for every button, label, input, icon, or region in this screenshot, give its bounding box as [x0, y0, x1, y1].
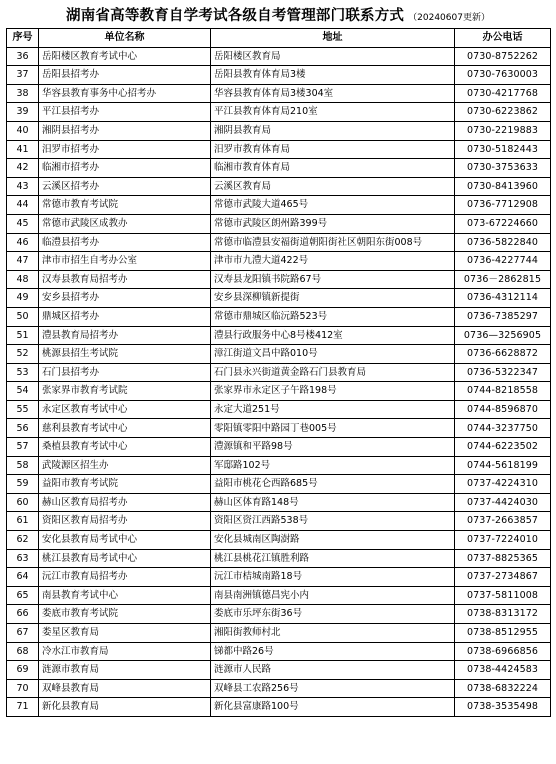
unit-name: 鼎城区招考办 [39, 307, 211, 326]
phone-number: 0737-5811008 [455, 586, 551, 605]
table-row [7, 233, 551, 252]
title-row [0, 4, 556, 24]
row-number: 36 [7, 47, 39, 66]
unit-name: 资阳区教育局招考办 [39, 512, 211, 531]
phone-number: 0737-2663857 [455, 512, 551, 531]
address: 南县南洲镇德昌宪小内 [211, 586, 455, 605]
address: 常德市武陵区朗州路399号 [211, 214, 455, 233]
address: 汨罗市教育体育局 [211, 140, 455, 159]
table-row [7, 326, 551, 345]
address: 军邸路102号 [211, 456, 455, 475]
address: 平江县教育体育局210室 [211, 103, 455, 122]
phone-number: 0737-4224310 [455, 475, 551, 494]
address: 华容县教育体育局3楼304室 [211, 84, 455, 103]
address: 双峰县工农路256号 [211, 679, 455, 698]
phone-number: 0744-8596870 [455, 400, 551, 419]
address: 娄底市乐坪东街36号 [211, 605, 455, 624]
row-number: 69 [7, 661, 39, 680]
address: 益阳市桃花仑西路685号 [211, 475, 455, 494]
row-number: 43 [7, 177, 39, 196]
unit-name: 湘阴县招考办 [39, 121, 211, 140]
unit-name: 益阳市教育考试院 [39, 475, 211, 494]
table-row [7, 307, 551, 326]
address: 常德市临澧县安福街道朝阳街社区朝阳东街008号 [211, 233, 455, 252]
unit-name: 常德市武陵区成教办 [39, 214, 211, 233]
table-row [7, 66, 551, 85]
header-row [7, 29, 551, 48]
unit-name: 新化县教育局 [39, 698, 211, 717]
table-row [7, 252, 551, 271]
row-number: 62 [7, 531, 39, 550]
header-address: 地址 [211, 29, 455, 48]
phone-number: 0737-4424030 [455, 493, 551, 512]
address: 常德市鼎城区临沅路523号 [211, 307, 455, 326]
table-row [7, 382, 551, 401]
address: 赫山区体育路148号 [211, 493, 455, 512]
phone-number: 0730-6223862 [455, 103, 551, 122]
header-name: 单位名称 [39, 29, 211, 48]
contacts-table [6, 28, 551, 717]
table-row [7, 512, 551, 531]
phone-number: 0744-3237750 [455, 419, 551, 438]
address: 湘阴县教育局 [211, 121, 455, 140]
unit-name: 南县教育考试中心 [39, 586, 211, 605]
address: 岳阳楼区教育局 [211, 47, 455, 66]
table-row [7, 400, 551, 419]
table-row [7, 456, 551, 475]
table-row [7, 363, 551, 382]
row-number: 57 [7, 438, 39, 457]
address: 安乡县深柳镇新提街 [211, 289, 455, 308]
unit-name: 临澧县招考办 [39, 233, 211, 252]
phone-number: 0738-8512955 [455, 624, 551, 643]
row-number: 58 [7, 456, 39, 475]
phone-number: 0730-2219883 [455, 121, 551, 140]
phone-number: 0736－2862815 [455, 270, 551, 289]
unit-name: 桃江县教育局考试中心 [39, 549, 211, 568]
row-number: 51 [7, 326, 39, 345]
address: 沅江市桔城南路18号 [211, 568, 455, 587]
row-number: 70 [7, 679, 39, 698]
table-row [7, 438, 551, 457]
row-number: 39 [7, 103, 39, 122]
phone-number: 0730-5182443 [455, 140, 551, 159]
unit-name: 常德市教育考试院 [39, 196, 211, 215]
unit-name: 安乡县招考办 [39, 289, 211, 308]
unit-name: 平江县招考办 [39, 103, 211, 122]
unit-name: 桑植县教育考试中心 [39, 438, 211, 457]
table-row [7, 531, 551, 550]
unit-name: 冷水江市教育局 [39, 642, 211, 661]
phone-number: 0744-8218558 [455, 382, 551, 401]
unit-name: 临湘市招考办 [39, 159, 211, 178]
phone-number: 0736—3256905 [455, 326, 551, 345]
phone-number: 0730-8752262 [455, 47, 551, 66]
address: 张家界市永定区子午路198号 [211, 382, 455, 401]
address: 汉寿县龙阳镇书院路67号 [211, 270, 455, 289]
unit-name: 津市市招生自考办公室 [39, 252, 211, 271]
row-number: 68 [7, 642, 39, 661]
phone-number: 0738-4424583 [455, 661, 551, 680]
row-number: 56 [7, 419, 39, 438]
phone-number: 0736-4227744 [455, 252, 551, 271]
unit-name: 桃源县招生考试院 [39, 345, 211, 364]
address: 涟源市人民路 [211, 661, 455, 680]
row-number: 41 [7, 140, 39, 159]
table-row [7, 103, 551, 122]
page-title: 湖南省高等教育自学考试各级自考管理部门联系方式 [66, 8, 405, 24]
unit-name: 武陵源区招生办 [39, 456, 211, 475]
table-row [7, 345, 551, 364]
unit-name: 娄底市教育考试院 [39, 605, 211, 624]
phone-number: 0738-6966856 [455, 642, 551, 661]
phone-number: 0737-8825365 [455, 549, 551, 568]
address: 永定大道251号 [211, 400, 455, 419]
unit-name: 涟源市教育局 [39, 661, 211, 680]
address: 临湘市教育体育局 [211, 159, 455, 178]
table-row [7, 605, 551, 624]
table-row [7, 549, 551, 568]
row-number: 55 [7, 400, 39, 419]
address: 澧源镇和平路98号 [211, 438, 455, 457]
table-row [7, 698, 551, 717]
address: 湘阳街教师村北 [211, 624, 455, 643]
phone-number: 0736-6628872 [455, 345, 551, 364]
phone-number: 0730-4217768 [455, 84, 551, 103]
address: 新化县富康路100号 [211, 698, 455, 717]
table-body [7, 47, 551, 716]
row-number: 44 [7, 196, 39, 215]
address: 漳江街道文昌中路010号 [211, 345, 455, 364]
address: 澧县行政服务中心8号楼412室 [211, 326, 455, 345]
row-number: 65 [7, 586, 39, 605]
table-row [7, 196, 551, 215]
table-row [7, 568, 551, 587]
table-row [7, 679, 551, 698]
phone-number: 0738-3535498 [455, 698, 551, 717]
phone-number: 0730-8413960 [455, 177, 551, 196]
unit-name: 华容县教育事务中心招考办 [39, 84, 211, 103]
table-row [7, 177, 551, 196]
header-phone: 办公电话 [455, 29, 551, 48]
phone-number: 0744-5618199 [455, 456, 551, 475]
phone-number: 0736-7385297 [455, 307, 551, 326]
phone-number: 0736-4312114 [455, 289, 551, 308]
phone-number: 0736-7712908 [455, 196, 551, 215]
address: 资阳区资江西路538号 [211, 512, 455, 531]
table-row [7, 642, 551, 661]
address: 安化县城南区陶澍路 [211, 531, 455, 550]
row-number: 63 [7, 549, 39, 568]
header-no: 序号 [7, 29, 39, 48]
table-row [7, 270, 551, 289]
phone-number: 0738-6832224 [455, 679, 551, 698]
row-number: 53 [7, 363, 39, 382]
row-number: 47 [7, 252, 39, 271]
row-number: 60 [7, 493, 39, 512]
row-number: 50 [7, 307, 39, 326]
row-number: 37 [7, 66, 39, 85]
phone-number: 0730-7630003 [455, 66, 551, 85]
row-number: 52 [7, 345, 39, 364]
row-number: 64 [7, 568, 39, 587]
unit-name: 汨罗市招考办 [39, 140, 211, 159]
row-number: 38 [7, 84, 39, 103]
table-row [7, 493, 551, 512]
row-number: 42 [7, 159, 39, 178]
row-number: 61 [7, 512, 39, 531]
table-row [7, 586, 551, 605]
table-row [7, 419, 551, 438]
phone-number: 0736-5322347 [455, 363, 551, 382]
unit-name: 石门县招考办 [39, 363, 211, 382]
row-number: 40 [7, 121, 39, 140]
phone-number: 073-67224660 [455, 214, 551, 233]
update-date: （20240607更新） [408, 13, 490, 23]
unit-name: 永定区教育考试中心 [39, 400, 211, 419]
address: 津市市九澧大道422号 [211, 252, 455, 271]
table-row [7, 121, 551, 140]
phone-number: 0744-6223502 [455, 438, 551, 457]
unit-name: 岳阳楼区教育考试中心 [39, 47, 211, 66]
unit-name: 岳阳县招考办 [39, 66, 211, 85]
table-row [7, 84, 551, 103]
address: 云溪区教育局 [211, 177, 455, 196]
row-number: 45 [7, 214, 39, 233]
row-number: 46 [7, 233, 39, 252]
table-row [7, 475, 551, 494]
address: 零阳镇零阳中路园丁巷005号 [211, 419, 455, 438]
row-number: 59 [7, 475, 39, 494]
table-row [7, 661, 551, 680]
address: 岳阳县教育体育局3楼 [211, 66, 455, 85]
unit-name: 安化县教育局考试中心 [39, 531, 211, 550]
table-row [7, 159, 551, 178]
table-row [7, 624, 551, 643]
unit-name: 沅江市教育局招考办 [39, 568, 211, 587]
unit-name: 汉寿县教育局招考办 [39, 270, 211, 289]
phone-number: 0736-5822840 [455, 233, 551, 252]
address: 桃江县桃花江镇胜利路 [211, 549, 455, 568]
address: 常德市武陵大道465号 [211, 196, 455, 215]
row-number: 54 [7, 382, 39, 401]
row-number: 71 [7, 698, 39, 717]
unit-name: 张家界市教育考试院 [39, 382, 211, 401]
row-number: 67 [7, 624, 39, 643]
row-number: 49 [7, 289, 39, 308]
phone-number: 0738-8313172 [455, 605, 551, 624]
table-row [7, 140, 551, 159]
unit-name: 双峰县教育局 [39, 679, 211, 698]
unit-name: 云溪区招考办 [39, 177, 211, 196]
row-number: 48 [7, 270, 39, 289]
table-row [7, 214, 551, 233]
phone-number: 0737-7224010 [455, 531, 551, 550]
unit-name: 赫山区教育局招考办 [39, 493, 211, 512]
unit-name: 娄星区教育局 [39, 624, 211, 643]
unit-name: 慈利县教育考试中心 [39, 419, 211, 438]
table-row [7, 47, 551, 66]
row-number: 66 [7, 605, 39, 624]
address: 锑都中路26号 [211, 642, 455, 661]
address: 石门县永兴街道黄金路石门县教育局 [211, 363, 455, 382]
table-row [7, 289, 551, 308]
unit-name: 澧县教育局招考办 [39, 326, 211, 345]
phone-number: 0730-3753633 [455, 159, 551, 178]
phone-number: 0737-2734867 [455, 568, 551, 587]
